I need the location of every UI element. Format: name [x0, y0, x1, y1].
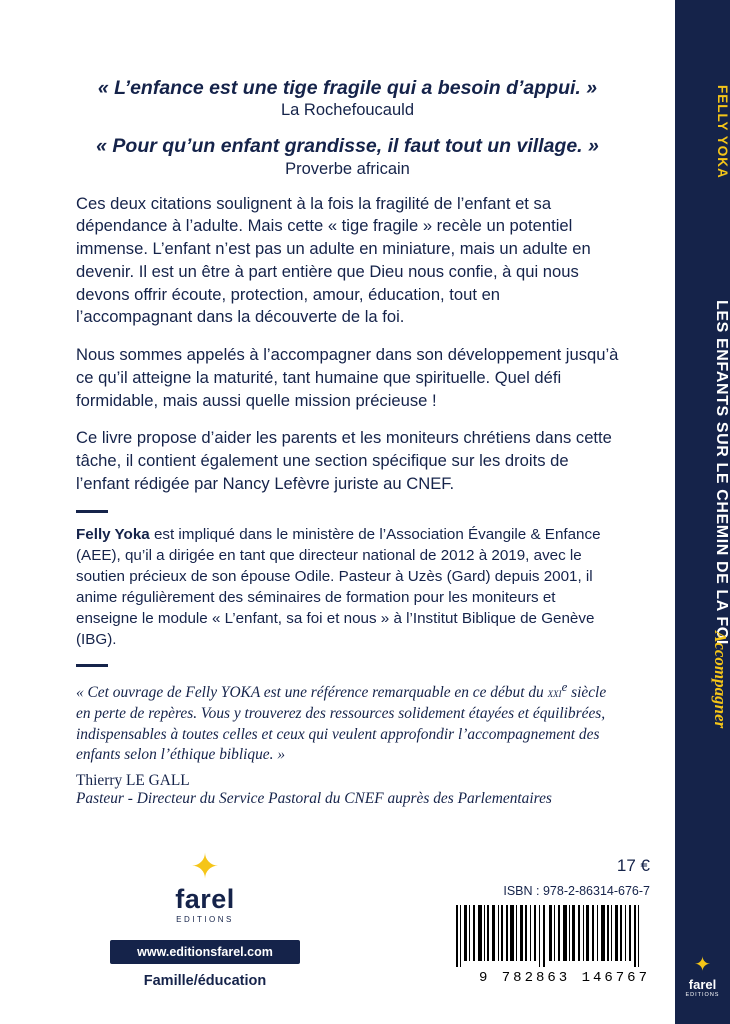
- quote-1-text: « L’enfance est une tige fragile qui a besoin d’appui. »: [97, 77, 598, 99]
- paragraph-2: Nous sommes appelés à l’accompagner dans son développement jusqu’à ce qu’il atteigne la maturité, tant humaine que spirituelle. Quel défi formidable, mais aussi quelle mission précieuse !: [76, 345, 619, 410]
- book-spine: [675, 0, 730, 1024]
- website-link[interactable]: www.editionsfarel.com: [110, 940, 300, 964]
- author-bio: [76, 525, 619, 650]
- author-bio-text: est impliqué dans le ministère de l’Association Évangile & Enfance (AEE), qu’il a dirigée en tant que directeur national de 2012 à 2019, avec le soutien précieux de son épouse Odile. Pasteur à Uzès (Gard) depuis 2001, il anime régulièrement des séminaires de formation pour les moniteurs et enseigne le module « L’enfant, sa foi et nous » à l’Institut Biblique de Genève (IBG).: [76, 526, 601, 648]
- quote-2-source: Proverbe africain: [285, 159, 410, 178]
- flame-icon: ✦: [190, 848, 220, 886]
- quote-2-text: « Pour qu’un enfant grandisse, il faut tout un village. »: [96, 135, 599, 158]
- flame-icon: ✦: [694, 954, 711, 976]
- publisher-sub: EDITIONS: [176, 915, 234, 924]
- endorsement-text: [76, 679, 619, 766]
- author-name: Felly Yoka: [76, 526, 150, 544]
- divider-bio: [76, 510, 108, 513]
- paragraph-3: Ce livre propose d’aider les parents et les moniteurs chrétiens dans cette tâche, il contient également une section spécifique sur les droits de l’enfant rédigée par Nancy Lefèvre juriste au CNEF.: [76, 428, 612, 493]
- category-label: Famille/éducation: [143, 973, 267, 989]
- endorsement-author: Thierry LE GALL: [76, 772, 190, 790]
- endorsement-century-sup: e: [561, 680, 568, 695]
- barcode-number: 9 782863 146767: [478, 970, 650, 986]
- publisher-block: [110, 850, 300, 989]
- publisher-name: farel: [175, 884, 235, 914]
- isbn-label: ISBN : 978-2-86314-676-7: [503, 884, 650, 898]
- back-cover-footer: [76, 850, 650, 1000]
- spine-subtitle: Accompagner: [711, 631, 730, 729]
- spine-publisher-sub: EDITIONS: [685, 992, 720, 998]
- spine-publisher-name: farel: [688, 977, 717, 992]
- quote-1-source: La Rochefoucauld: [280, 101, 414, 120]
- paragraph-1: Ces deux citations soulignent à la fois la fragilité de l’enfant et sa dépendance à l’adulte. Mais cette « tige fragile » recèle un potentiel immense. L’enfant n’est pas un adulte en miniature, mais un adulte en devenir. Il est un être à part entière que Dieu nous confie, à qui nous devons offrir écoute, protection, amour, éducation, tout en l’accompagnant dans la découverte de la foi.: [76, 193, 591, 327]
- spine-publisher-logo: [675, 955, 730, 998]
- divider-endorsement: [76, 664, 108, 667]
- price-label: 17 €: [616, 856, 650, 875]
- endorsement-part1: « Cet ouvrage de Felly YOKA est une référence remarquable en ce début du: [76, 684, 548, 702]
- price-isbn-block: [380, 856, 650, 986]
- endorsement-role: Pasteur - Directeur du Service Pastoral du CNEF auprès des Parlementaires: [76, 790, 552, 808]
- endorsement-century: xxi: [547, 685, 562, 701]
- barcode-image: [450, 903, 650, 969]
- spine-title: LES ENFANTS SUR LE CHEMIN DE LA FOI: [713, 299, 730, 645]
- spine-author: FELLY YOKA: [715, 85, 730, 179]
- endorsement-part2: siècle en perte de repères. Vous y trouverez des ressources solidement étayées et équilibrées, indispensables à toutes celles et ceux qui veulent approfondir l’accompagnement des enfants selon l’éthique biblique. »: [76, 684, 607, 764]
